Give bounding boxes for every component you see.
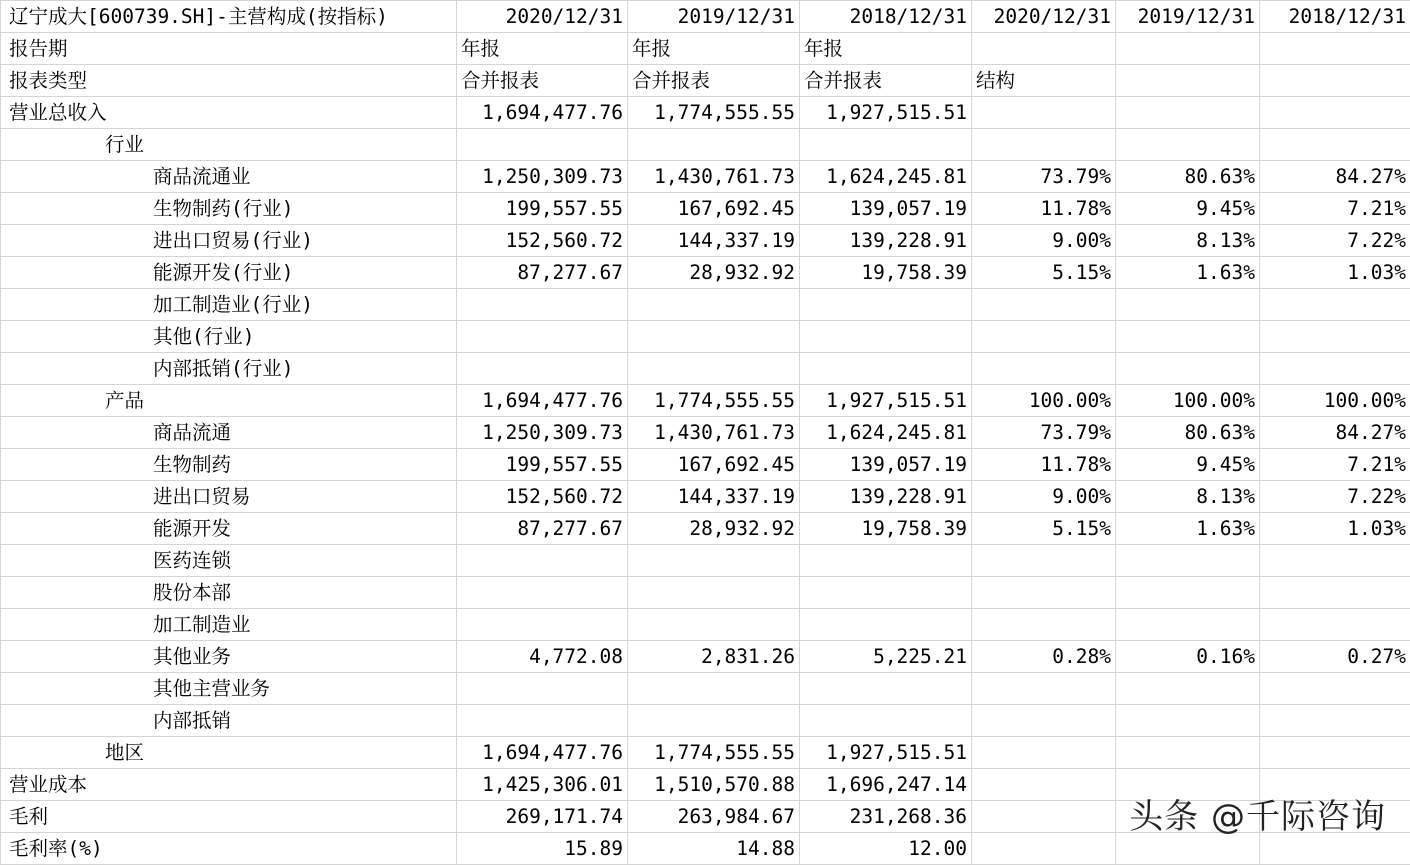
value-cell[interactable]: 1,694,477.76 (457, 737, 628, 769)
report-type-row (1, 65, 1410, 97)
value-cell[interactable]: 144,337.19 (628, 225, 800, 257)
value-cell[interactable] (1260, 97, 1410, 129)
value-cell[interactable]: 231,268.36 (800, 801, 972, 833)
value-cell[interactable] (457, 577, 628, 609)
value-cell[interactable]: 11.78% (972, 193, 1116, 225)
value-cell[interactable] (1260, 577, 1410, 609)
value-cell[interactable]: 4,772.08 (457, 641, 628, 673)
row-label[interactable]: 营业成本 (1, 769, 457, 801)
value-cell[interactable] (972, 97, 1116, 129)
date-header[interactable]: 2018/12/31 (800, 1, 972, 33)
value-cell[interactable] (1116, 129, 1260, 161)
table-row (1, 641, 1410, 673)
value-cell[interactable]: 152,560.72 (457, 481, 628, 513)
row-label[interactable]: 医药连锁 (1, 545, 457, 577)
value-cell[interactable] (457, 705, 628, 737)
value-cell[interactable] (457, 289, 628, 321)
value-cell[interactable] (1260, 129, 1410, 161)
value-cell[interactable]: 167,692.45 (628, 449, 800, 481)
value-cell[interactable]: 28,932.92 (628, 513, 800, 545)
value-cell[interactable]: 15.89 (457, 833, 628, 865)
value-cell[interactable]: 139,057.19 (800, 193, 972, 225)
value-cell[interactable] (972, 769, 1116, 801)
value-cell[interactable]: 0.28% (972, 641, 1116, 673)
value-cell[interactable]: 9.45% (1116, 449, 1260, 481)
value-cell[interactable]: 1.63% (1116, 513, 1260, 545)
table-row (1, 353, 1410, 385)
value-cell[interactable]: 1,696,247.14 (800, 769, 972, 801)
value-cell[interactable] (1116, 673, 1260, 705)
date-header[interactable]: 2020/12/31 (457, 1, 628, 33)
value-cell[interactable] (800, 321, 972, 353)
report-period-cell[interactable]: 年报 (628, 33, 800, 65)
value-cell[interactable]: 1,430,761.73 (628, 161, 800, 193)
value-cell[interactable]: 1.03% (1260, 257, 1410, 289)
value-cell[interactable]: 1,774,555.55 (628, 385, 800, 417)
value-cell[interactable] (800, 129, 972, 161)
value-cell[interactable]: 8.13% (1116, 225, 1260, 257)
table-row (1, 321, 1410, 353)
value-cell[interactable] (1260, 545, 1410, 577)
date-header[interactable]: 2018/12/31 (1260, 1, 1410, 33)
table-row (1, 673, 1410, 705)
row-label[interactable]: 加工制造业(行业) (1, 289, 457, 321)
report-period-label[interactable]: 报告期 (1, 33, 457, 65)
row-label[interactable]: 商品流通业 (1, 161, 457, 193)
value-cell[interactable]: 100.00% (1116, 385, 1260, 417)
value-cell[interactable]: 2,831.26 (628, 641, 800, 673)
value-cell[interactable] (972, 801, 1116, 833)
value-cell[interactable]: 9.45% (1116, 193, 1260, 225)
value-cell[interactable] (972, 353, 1116, 385)
row-label[interactable]: 毛利率(%) (1, 833, 457, 865)
row-label[interactable]: 其他业务 (1, 641, 457, 673)
value-cell[interactable] (1116, 545, 1260, 577)
value-cell[interactable]: 1,250,309.73 (457, 417, 628, 449)
value-cell[interactable] (628, 321, 800, 353)
value-cell[interactable]: 1,774,555.55 (628, 737, 800, 769)
value-cell[interactable]: 7.22% (1260, 481, 1410, 513)
value-cell[interactable]: 139,057.19 (800, 449, 972, 481)
value-cell[interactable]: 19,758.39 (800, 257, 972, 289)
value-cell[interactable]: 269,171.74 (457, 801, 628, 833)
value-cell[interactable]: 0.27% (1260, 641, 1410, 673)
report-type-cell[interactable] (1116, 65, 1260, 97)
value-cell[interactable]: 1,694,477.76 (457, 97, 628, 129)
value-cell[interactable]: 1,425,306.01 (457, 769, 628, 801)
value-cell[interactable]: 9.00% (972, 225, 1116, 257)
value-cell[interactable] (800, 609, 972, 641)
value-cell[interactable]: 5.15% (972, 513, 1116, 545)
value-cell[interactable]: 5,225.21 (800, 641, 972, 673)
report-type-cell[interactable]: 合并报表 (800, 65, 972, 97)
report-period-cell[interactable]: 年报 (457, 33, 628, 65)
row-label[interactable]: 进出口贸易 (1, 481, 457, 513)
table-row (1, 129, 1410, 161)
value-cell[interactable]: 263,984.67 (628, 801, 800, 833)
value-cell[interactable] (457, 353, 628, 385)
value-cell[interactable]: 7.22% (1260, 225, 1410, 257)
value-cell[interactable]: 1,927,515.51 (800, 385, 972, 417)
report-type-cell[interactable] (1260, 65, 1410, 97)
value-cell[interactable] (457, 545, 628, 577)
value-cell[interactable]: 73.79% (972, 161, 1116, 193)
report-type-label[interactable]: 报表类型 (1, 65, 457, 97)
value-cell[interactable]: 1.63% (1116, 257, 1260, 289)
value-cell[interactable] (972, 577, 1116, 609)
value-cell[interactable] (972, 609, 1116, 641)
table-row (1, 161, 1410, 193)
value-cell[interactable] (628, 289, 800, 321)
value-cell[interactable]: 19,758.39 (800, 513, 972, 545)
value-cell[interactable]: 87,277.67 (457, 513, 628, 545)
value-cell[interactable] (628, 129, 800, 161)
value-cell[interactable] (800, 705, 972, 737)
row-label[interactable]: 生物制药 (1, 449, 457, 481)
date-header[interactable]: 2019/12/31 (1116, 1, 1260, 33)
row-label[interactable]: 商品流通 (1, 417, 457, 449)
value-cell[interactable]: 139,228.91 (800, 481, 972, 513)
value-cell[interactable] (1260, 673, 1410, 705)
row-label[interactable]: 内部抵销 (1, 705, 457, 737)
value-cell[interactable] (1116, 289, 1260, 321)
report-period-row (1, 33, 1410, 65)
value-cell[interactable] (800, 673, 972, 705)
value-cell[interactable] (800, 577, 972, 609)
value-cell[interactable]: 1,927,515.51 (800, 97, 972, 129)
value-cell[interactable] (1260, 705, 1410, 737)
value-cell[interactable] (457, 609, 628, 641)
row-label[interactable]: 加工制造业 (1, 609, 457, 641)
value-cell[interactable]: 139,228.91 (800, 225, 972, 257)
value-cell[interactable] (800, 353, 972, 385)
report-type-cell[interactable]: 结构 (972, 65, 1116, 97)
header-row (1, 1, 1410, 33)
value-cell[interactable]: 100.00% (1260, 385, 1410, 417)
table-row (1, 257, 1410, 289)
table-row (1, 385, 1410, 417)
value-cell[interactable] (1116, 353, 1260, 385)
table-row (1, 289, 1410, 321)
row-label[interactable]: 毛利 (1, 801, 457, 833)
value-cell[interactable] (1260, 609, 1410, 641)
value-cell[interactable] (800, 289, 972, 321)
value-cell[interactable]: 144,337.19 (628, 481, 800, 513)
row-label[interactable]: 生物制药(行业) (1, 193, 457, 225)
value-cell[interactable] (1260, 353, 1410, 385)
row-label[interactable]: 产品 (1, 385, 457, 417)
value-cell[interactable]: 1,927,515.51 (800, 737, 972, 769)
table-row (1, 225, 1410, 257)
table-row (1, 481, 1410, 513)
value-cell[interactable]: 73.79% (972, 417, 1116, 449)
value-cell[interactable]: 80.63% (1116, 161, 1260, 193)
value-cell[interactable] (1116, 737, 1260, 769)
row-label[interactable]: 内部抵销(行业) (1, 353, 457, 385)
row-label[interactable]: 其他(行业) (1, 321, 457, 353)
value-cell[interactable] (628, 673, 800, 705)
value-cell[interactable]: 9.00% (972, 481, 1116, 513)
row-label[interactable]: 营业总收入 (1, 97, 457, 129)
value-cell[interactable]: 7.21% (1260, 193, 1410, 225)
value-cell[interactable]: 5.15% (972, 257, 1116, 289)
report-period-cell[interactable]: 年报 (800, 33, 972, 65)
value-cell[interactable] (1116, 577, 1260, 609)
value-cell[interactable]: 1,624,245.81 (800, 161, 972, 193)
row-label[interactable]: 能源开发 (1, 513, 457, 545)
value-cell[interactable]: 1,774,555.55 (628, 97, 800, 129)
table-title[interactable]: 辽宁成大[600739.SH]-主营构成(按指标) (1, 1, 457, 33)
value-cell[interactable]: 199,557.55 (457, 193, 628, 225)
value-cell[interactable]: 199,557.55 (457, 449, 628, 481)
value-cell[interactable]: 1,250,309.73 (457, 161, 628, 193)
value-cell[interactable]: 1,430,761.73 (628, 417, 800, 449)
table-row (1, 193, 1410, 225)
value-cell[interactable]: 167,692.45 (628, 193, 800, 225)
value-cell[interactable]: 84.27% (1260, 417, 1410, 449)
value-cell[interactable] (457, 321, 628, 353)
table-row (1, 609, 1410, 641)
value-cell[interactable]: 1,694,477.76 (457, 385, 628, 417)
value-cell[interactable] (972, 673, 1116, 705)
row-label[interactable]: 进出口贸易(行业) (1, 225, 457, 257)
table-row (1, 417, 1410, 449)
value-cell[interactable] (628, 609, 800, 641)
row-label[interactable]: 其他主营业务 (1, 673, 457, 705)
value-cell[interactable]: 7.21% (1260, 449, 1410, 481)
value-cell[interactable] (628, 705, 800, 737)
value-cell[interactable]: 1,624,245.81 (800, 417, 972, 449)
value-cell[interactable]: 12.00 (800, 833, 972, 865)
value-cell[interactable] (1260, 737, 1410, 769)
date-header[interactable]: 2020/12/31 (972, 1, 1116, 33)
table-row (1, 513, 1410, 545)
value-cell[interactable]: 8.13% (1116, 481, 1260, 513)
value-cell[interactable]: 1,510,570.88 (628, 769, 800, 801)
value-cell[interactable] (972, 705, 1116, 737)
value-cell[interactable] (628, 353, 800, 385)
value-cell[interactable] (972, 545, 1116, 577)
value-cell[interactable] (628, 545, 800, 577)
value-cell[interactable] (1116, 321, 1260, 353)
report-period-cell[interactable] (972, 33, 1116, 65)
value-cell[interactable]: 152,560.72 (457, 225, 628, 257)
date-header[interactable]: 2019/12/31 (628, 1, 800, 33)
table-row (1, 449, 1410, 481)
value-cell[interactable] (457, 129, 628, 161)
value-cell[interactable] (1116, 705, 1260, 737)
value-cell[interactable] (628, 577, 800, 609)
row-label[interactable]: 地区 (1, 737, 457, 769)
table-row (1, 737, 1410, 769)
value-cell[interactable]: 80.63% (1116, 417, 1260, 449)
value-cell[interactable]: 84.27% (1260, 161, 1410, 193)
value-cell[interactable] (972, 289, 1116, 321)
value-cell[interactable] (457, 673, 628, 705)
value-cell[interactable] (972, 737, 1116, 769)
value-cell[interactable] (1260, 289, 1410, 321)
value-cell[interactable] (1116, 97, 1260, 129)
value-cell[interactable]: 0.16% (1116, 641, 1260, 673)
value-cell[interactable] (800, 545, 972, 577)
row-label[interactable]: 行业 (1, 129, 457, 161)
row-label[interactable]: 股份本部 (1, 577, 457, 609)
value-cell[interactable] (1260, 321, 1410, 353)
table-row (1, 545, 1410, 577)
value-cell[interactable]: 14.88 (628, 833, 800, 865)
watermark: 头条 @千际咨询 (1129, 789, 1386, 838)
table-row (1, 705, 1410, 737)
value-cell[interactable]: 11.78% (972, 449, 1116, 481)
report-type-cell[interactable]: 合并报表 (457, 65, 628, 97)
value-cell[interactable]: 1.03% (1260, 513, 1410, 545)
report-period-cell[interactable] (1260, 33, 1410, 65)
value-cell[interactable] (1116, 609, 1260, 641)
value-cell[interactable] (972, 321, 1116, 353)
value-cell[interactable]: 100.00% (972, 385, 1116, 417)
table-row (1, 97, 1410, 129)
report-period-cell[interactable] (1116, 33, 1260, 65)
value-cell[interactable]: 28,932.92 (628, 257, 800, 289)
report-type-cell[interactable]: 合并报表 (628, 65, 800, 97)
value-cell[interactable]: 87,277.67 (457, 257, 628, 289)
row-label[interactable]: 能源开发(行业) (1, 257, 457, 289)
value-cell[interactable] (972, 129, 1116, 161)
table-row (1, 577, 1410, 609)
